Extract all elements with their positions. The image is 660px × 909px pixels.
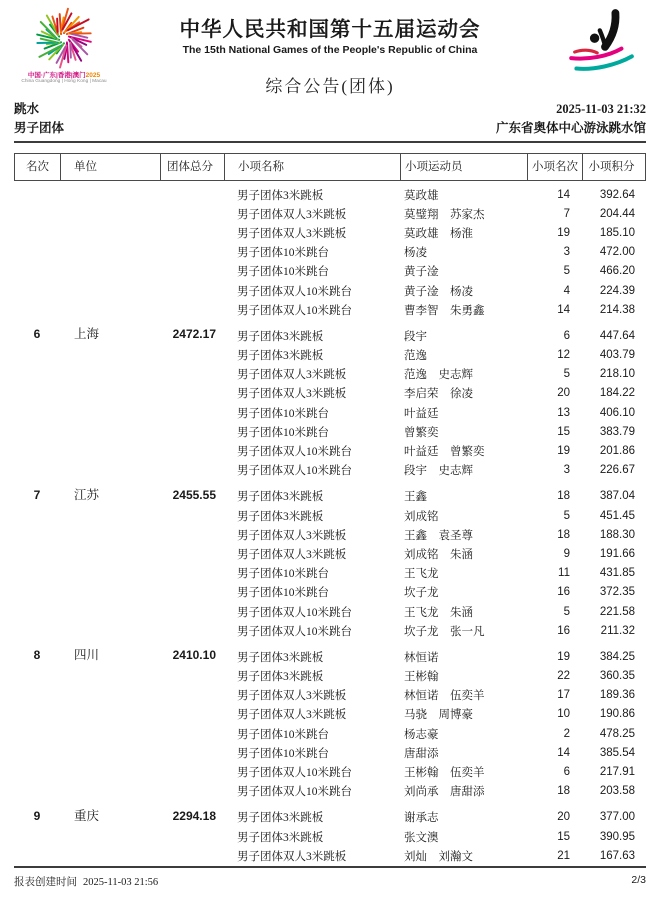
event-rank: 14 — [557, 303, 570, 316]
event-rank: 4 — [563, 284, 570, 297]
event-rank: 5 — [563, 265, 570, 278]
event-rank: 17 — [557, 689, 570, 702]
event-rank: 20 — [557, 387, 570, 400]
event-points: 403.79 — [599, 349, 635, 362]
table-row — [224, 525, 646, 544]
event-points: 447.64 — [599, 329, 635, 342]
event-rank: 5 — [563, 368, 570, 381]
report-created — [14, 874, 164, 889]
event-athletes: 段宇 史志辉 — [404, 465, 473, 478]
event-name: 男子团体双人10米跳台 — [237, 304, 352, 317]
event-points: 211.32 — [600, 624, 635, 637]
bulletin-title: 综合公告(团体) — [265, 77, 395, 96]
event-athletes: 王鑫 — [404, 491, 427, 504]
event-points: 451.45 — [599, 509, 635, 522]
table-row — [224, 365, 646, 384]
event-name: 男子团体3米跳板 — [237, 831, 324, 844]
table-row — [224, 705, 646, 724]
table-row — [224, 808, 646, 827]
table-row — [224, 422, 646, 441]
event-name: 男子团体双人10米跳台 — [237, 285, 352, 298]
event-rank: 5 — [563, 605, 570, 618]
event-rank: 14 — [557, 188, 570, 201]
table-row — [224, 326, 646, 345]
event-points: 406.10 — [599, 406, 635, 419]
event-points: 383.79 — [599, 425, 635, 438]
event-athletes: 刘成铭 朱涵 — [404, 548, 473, 561]
event-points: 390.95 — [599, 830, 635, 843]
report-created-time: 2025-11-03 21:56 — [83, 877, 159, 888]
event-athletes: 坎子龙 张一凡 — [404, 625, 485, 638]
event-athletes: 黄子淦 — [404, 266, 439, 279]
event-points: 189.36 — [599, 689, 635, 702]
report-created-label: 报表创建时间 — [14, 877, 77, 888]
event-athletes: 曹李智 朱勇鑫 — [404, 304, 485, 317]
event-points: 167.63 — [599, 849, 635, 862]
event-athletes: 莫政雄 杨淮 — [404, 227, 473, 240]
event-name: 男子团体3米跳板 — [237, 330, 324, 343]
event-name: 男子团体双人10米跳台 — [237, 606, 352, 619]
table-row — [224, 827, 646, 846]
page-header — [0, 0, 660, 100]
event-points: 184.22 — [599, 387, 635, 400]
games-logo-icon — [18, 6, 110, 72]
games-title: 中华人民共和国第十五届运动会 — [179, 18, 481, 41]
team-rank: 6 — [33, 327, 41, 342]
table-header — [14, 153, 646, 181]
event-rows — [224, 326, 646, 480]
event-name: 男子团体3米跳板 — [237, 189, 324, 202]
event-athletes: 李启荣 徐凌 — [404, 388, 473, 401]
event-name: 男子团体双人3米跳板 — [237, 227, 347, 240]
event-points: 203.58 — [599, 785, 635, 798]
event-athletes: 王彬翰 伍奕羊 — [404, 767, 485, 780]
table-row — [224, 762, 646, 781]
team-rank: 9 — [33, 808, 41, 823]
team-total: 2455.55 — [172, 487, 216, 502]
event-athletes: 叶益廷 — [404, 407, 439, 420]
event-name: 男子团体双人3米跳板 — [237, 850, 347, 863]
event-athletes: 谢承志 — [404, 812, 439, 825]
event-points: 204.44 — [599, 207, 635, 220]
event-name: 男子团体3米跳板 — [237, 350, 324, 363]
event-points: 217.91 — [599, 766, 635, 779]
table-row — [224, 846, 646, 865]
table-row — [224, 185, 646, 204]
event-points: 360.35 — [599, 670, 635, 683]
event-points: 191.66 — [599, 547, 635, 560]
event-points: 466.20 — [599, 265, 635, 278]
table-row — [224, 602, 646, 621]
event-rank: 16 — [557, 586, 570, 599]
team-unit: 上海 — [74, 327, 100, 342]
team-rank: 7 — [33, 487, 41, 502]
event-athletes: 叶益廷 曾繁奕 — [404, 446, 485, 459]
event-rank: 15 — [557, 425, 570, 438]
table-row — [224, 204, 646, 223]
event-name: 男子团体双人3米跳板 — [237, 529, 347, 542]
event-name: 男子团体3米跳板 — [237, 671, 324, 684]
event-rank: 7 — [563, 207, 570, 220]
event-name: 男子团体双人10米跳台 — [237, 446, 352, 459]
event-name: 男子团体3米跳板 — [237, 812, 324, 825]
event-athletes: 马骁 周博豪 — [404, 709, 473, 722]
event-name: 男子团体双人3米跳板 — [237, 369, 347, 382]
results-table — [14, 153, 646, 865]
event-rank: 14 — [557, 746, 570, 759]
logo-caption-year: 2025 — [85, 72, 101, 79]
col-points: 小项积分 — [588, 161, 635, 173]
event-points: 478.25 — [599, 727, 635, 740]
event-athletes: 林恒诺 — [404, 651, 439, 664]
team-group — [14, 801, 646, 866]
table-row — [224, 621, 646, 640]
event-points: 201.86 — [599, 445, 635, 458]
event-rows — [224, 808, 646, 866]
venue-label: 广东省奥体中心游泳跳水馆 — [495, 121, 646, 135]
event-rank: 3 — [563, 246, 570, 259]
event-name: 男子团体双人3米跳板 — [237, 548, 347, 561]
event-points: 188.30 — [599, 528, 635, 541]
event-athletes: 张文澳 — [404, 831, 439, 844]
event-points: 214.38 — [599, 303, 635, 316]
event-name: 男子团体3米跳板 — [237, 491, 324, 504]
event-name: 男子团体10米跳台 — [237, 266, 329, 279]
event-label: 男子团体 — [14, 121, 65, 135]
table-row — [224, 281, 646, 300]
page-footer — [14, 866, 646, 889]
col-rank: 名次 — [15, 154, 61, 180]
team-total: 2410.10 — [172, 648, 216, 663]
col-unit: 单位 — [61, 154, 161, 180]
team-rank: 8 — [33, 648, 41, 663]
table-row — [224, 506, 646, 525]
event-rank: 18 — [557, 785, 570, 798]
table-row — [224, 743, 646, 762]
diving-pictogram-icon — [566, 6, 644, 91]
event-rank: 22 — [557, 670, 570, 683]
event-name: 男子团体双人3米跳板 — [237, 709, 347, 722]
event-athletes: 刘灿 刘瀚文 — [404, 850, 473, 863]
logo-caption-en: China Guangdong | Hong Kong | Macau — [21, 79, 107, 84]
event-rank: 13 — [557, 406, 570, 419]
event-athletes: 范逸 史志辉 — [404, 369, 473, 382]
event-athletes: 范逸 — [404, 350, 427, 363]
event-athletes: 刘成铭 — [404, 510, 439, 523]
table-row — [224, 300, 646, 319]
footer-divider — [14, 866, 646, 868]
table-row — [224, 441, 646, 460]
event-name: 男子团体双人3米跳板 — [237, 208, 347, 221]
event-rank: 5 — [563, 509, 570, 522]
event-name: 男子团体3米跳板 — [237, 510, 324, 523]
event-athletes: 王飞龙 — [404, 568, 439, 581]
event-rank: 3 — [563, 464, 570, 477]
table-row — [224, 583, 646, 602]
event-rank: 6 — [563, 329, 570, 342]
event-points: 190.86 — [599, 708, 635, 721]
event-points: 218.10 — [599, 368, 635, 381]
event-name: 男子团体10米跳台 — [237, 407, 329, 420]
team-unit: 江苏 — [74, 487, 100, 502]
event-points: 185.10 — [599, 226, 635, 239]
logo-caption — [14, 72, 114, 79]
table-row — [224, 262, 646, 281]
event-rank: 10 — [557, 708, 570, 721]
event-name: 男子团体双人10米跳台 — [237, 465, 352, 478]
col-event: 小项名称 — [225, 154, 401, 180]
table-body — [14, 181, 646, 865]
table-row — [224, 782, 646, 801]
event-name: 男子团体10米跳台 — [237, 587, 329, 600]
col-event-rank: 小项名次 — [528, 154, 583, 180]
event-rows — [224, 487, 646, 641]
games-title-en: The 15th National Games of the People's Republic of China — [182, 44, 478, 56]
event-name: 男子团体双人3米跳板 — [237, 690, 347, 703]
table-row — [224, 346, 646, 365]
event-athletes: 林恒诺 伍奕羊 — [404, 690, 485, 703]
event-rank: 18 — [557, 528, 570, 541]
event-athletes: 曾繁奕 — [404, 426, 439, 439]
event-points: 392.64 — [599, 188, 635, 201]
table-row — [224, 686, 646, 705]
table-row — [224, 461, 646, 480]
event-points: 377.00 — [599, 811, 635, 824]
event-name: 男子团体10米跳台 — [237, 728, 329, 741]
table-row — [224, 544, 646, 563]
table-row — [224, 647, 646, 666]
event-points: 472.00 — [599, 246, 635, 259]
games-logo — [14, 6, 114, 85]
team-group — [14, 185, 646, 319]
event-points: 372.35 — [599, 586, 635, 599]
event-rank: 19 — [557, 445, 570, 458]
event-rank: 6 — [563, 766, 570, 779]
table-row — [224, 724, 646, 743]
event-name: 男子团体双人10米跳台 — [237, 625, 352, 638]
header-divider — [14, 141, 646, 143]
event-name: 男子团体10米跳台 — [237, 747, 329, 760]
table-row — [224, 223, 646, 242]
event-points: 221.58 — [599, 605, 635, 618]
event-athletes: 唐甜添 — [404, 747, 439, 760]
event-rank: 15 — [557, 830, 570, 843]
table-row — [224, 667, 646, 686]
event-name: 男子团体双人10米跳台 — [237, 786, 352, 799]
meta-block — [0, 100, 660, 138]
event-points: 431.85 — [599, 567, 635, 580]
table-row — [224, 384, 646, 403]
event-points: 226.67 — [599, 464, 635, 477]
event-rank: 12 — [557, 349, 570, 362]
col-total: 团体总分 — [161, 154, 225, 180]
event-rank: 20 — [557, 811, 570, 824]
table-row — [224, 243, 646, 262]
event-points: 384.25 — [599, 650, 635, 663]
event-name: 男子团体10米跳台 — [237, 426, 329, 439]
event-rank: 16 — [557, 624, 570, 637]
event-athletes: 王鑫 袁圣尊 — [404, 529, 473, 542]
col-athletes: 小项运动员 — [401, 154, 528, 180]
event-points: 224.39 — [599, 284, 635, 297]
event-rank: 21 — [557, 849, 570, 862]
team-unit: 重庆 — [74, 808, 100, 823]
event-rows — [224, 647, 646, 801]
report-datetime: 2025-11-03 21:32 — [556, 102, 646, 116]
event-points: 387.04 — [599, 490, 635, 503]
team-unit: 四川 — [74, 648, 100, 663]
event-name: 男子团体10米跳台 — [237, 247, 329, 260]
event-rank: 9 — [563, 547, 570, 560]
event-name: 男子团体双人10米跳台 — [237, 767, 352, 780]
event-athletes: 黄子淦 杨凌 — [404, 285, 473, 298]
event-athletes: 杨志豪 — [404, 728, 439, 741]
team-group — [14, 319, 646, 480]
team-group — [14, 480, 646, 641]
event-athletes: 坎子龙 — [404, 587, 439, 600]
event-athletes: 莫璧翔 苏家杰 — [404, 208, 485, 221]
event-athletes: 段宇 — [404, 330, 427, 343]
event-athletes: 王飞龙 朱涵 — [404, 606, 473, 619]
event-name: 男子团体双人3米跳板 — [237, 388, 347, 401]
event-rank: 18 — [557, 490, 570, 503]
event-athletes: 莫政雄 — [404, 189, 439, 202]
event-rank: 19 — [557, 226, 570, 239]
event-name: 男子团体10米跳台 — [237, 568, 329, 581]
table-row — [224, 487, 646, 506]
event-rank: 19 — [557, 650, 570, 663]
event-athletes: 刘尚承 唐甜添 — [404, 786, 485, 799]
table-row — [224, 403, 646, 422]
sport-label: 跳水 — [14, 102, 40, 116]
event-athletes: 王彬翰 — [404, 671, 439, 684]
event-rows — [224, 185, 646, 319]
table-row — [224, 564, 646, 583]
logo-caption-cn: 中国·广东|香港|澳门 — [27, 72, 86, 79]
event-rank: 11 — [558, 567, 570, 580]
event-points: 385.54 — [599, 746, 635, 759]
team-total: 2472.17 — [172, 327, 216, 342]
team-total: 2294.18 — [172, 808, 216, 823]
event-athletes: 杨凌 — [404, 247, 427, 260]
event-rank: 2 — [563, 727, 570, 740]
event-name: 男子团体3米跳板 — [237, 651, 324, 664]
title-block — [120, 12, 540, 97]
page-number: 2/3 — [631, 874, 646, 886]
team-group — [14, 640, 646, 801]
